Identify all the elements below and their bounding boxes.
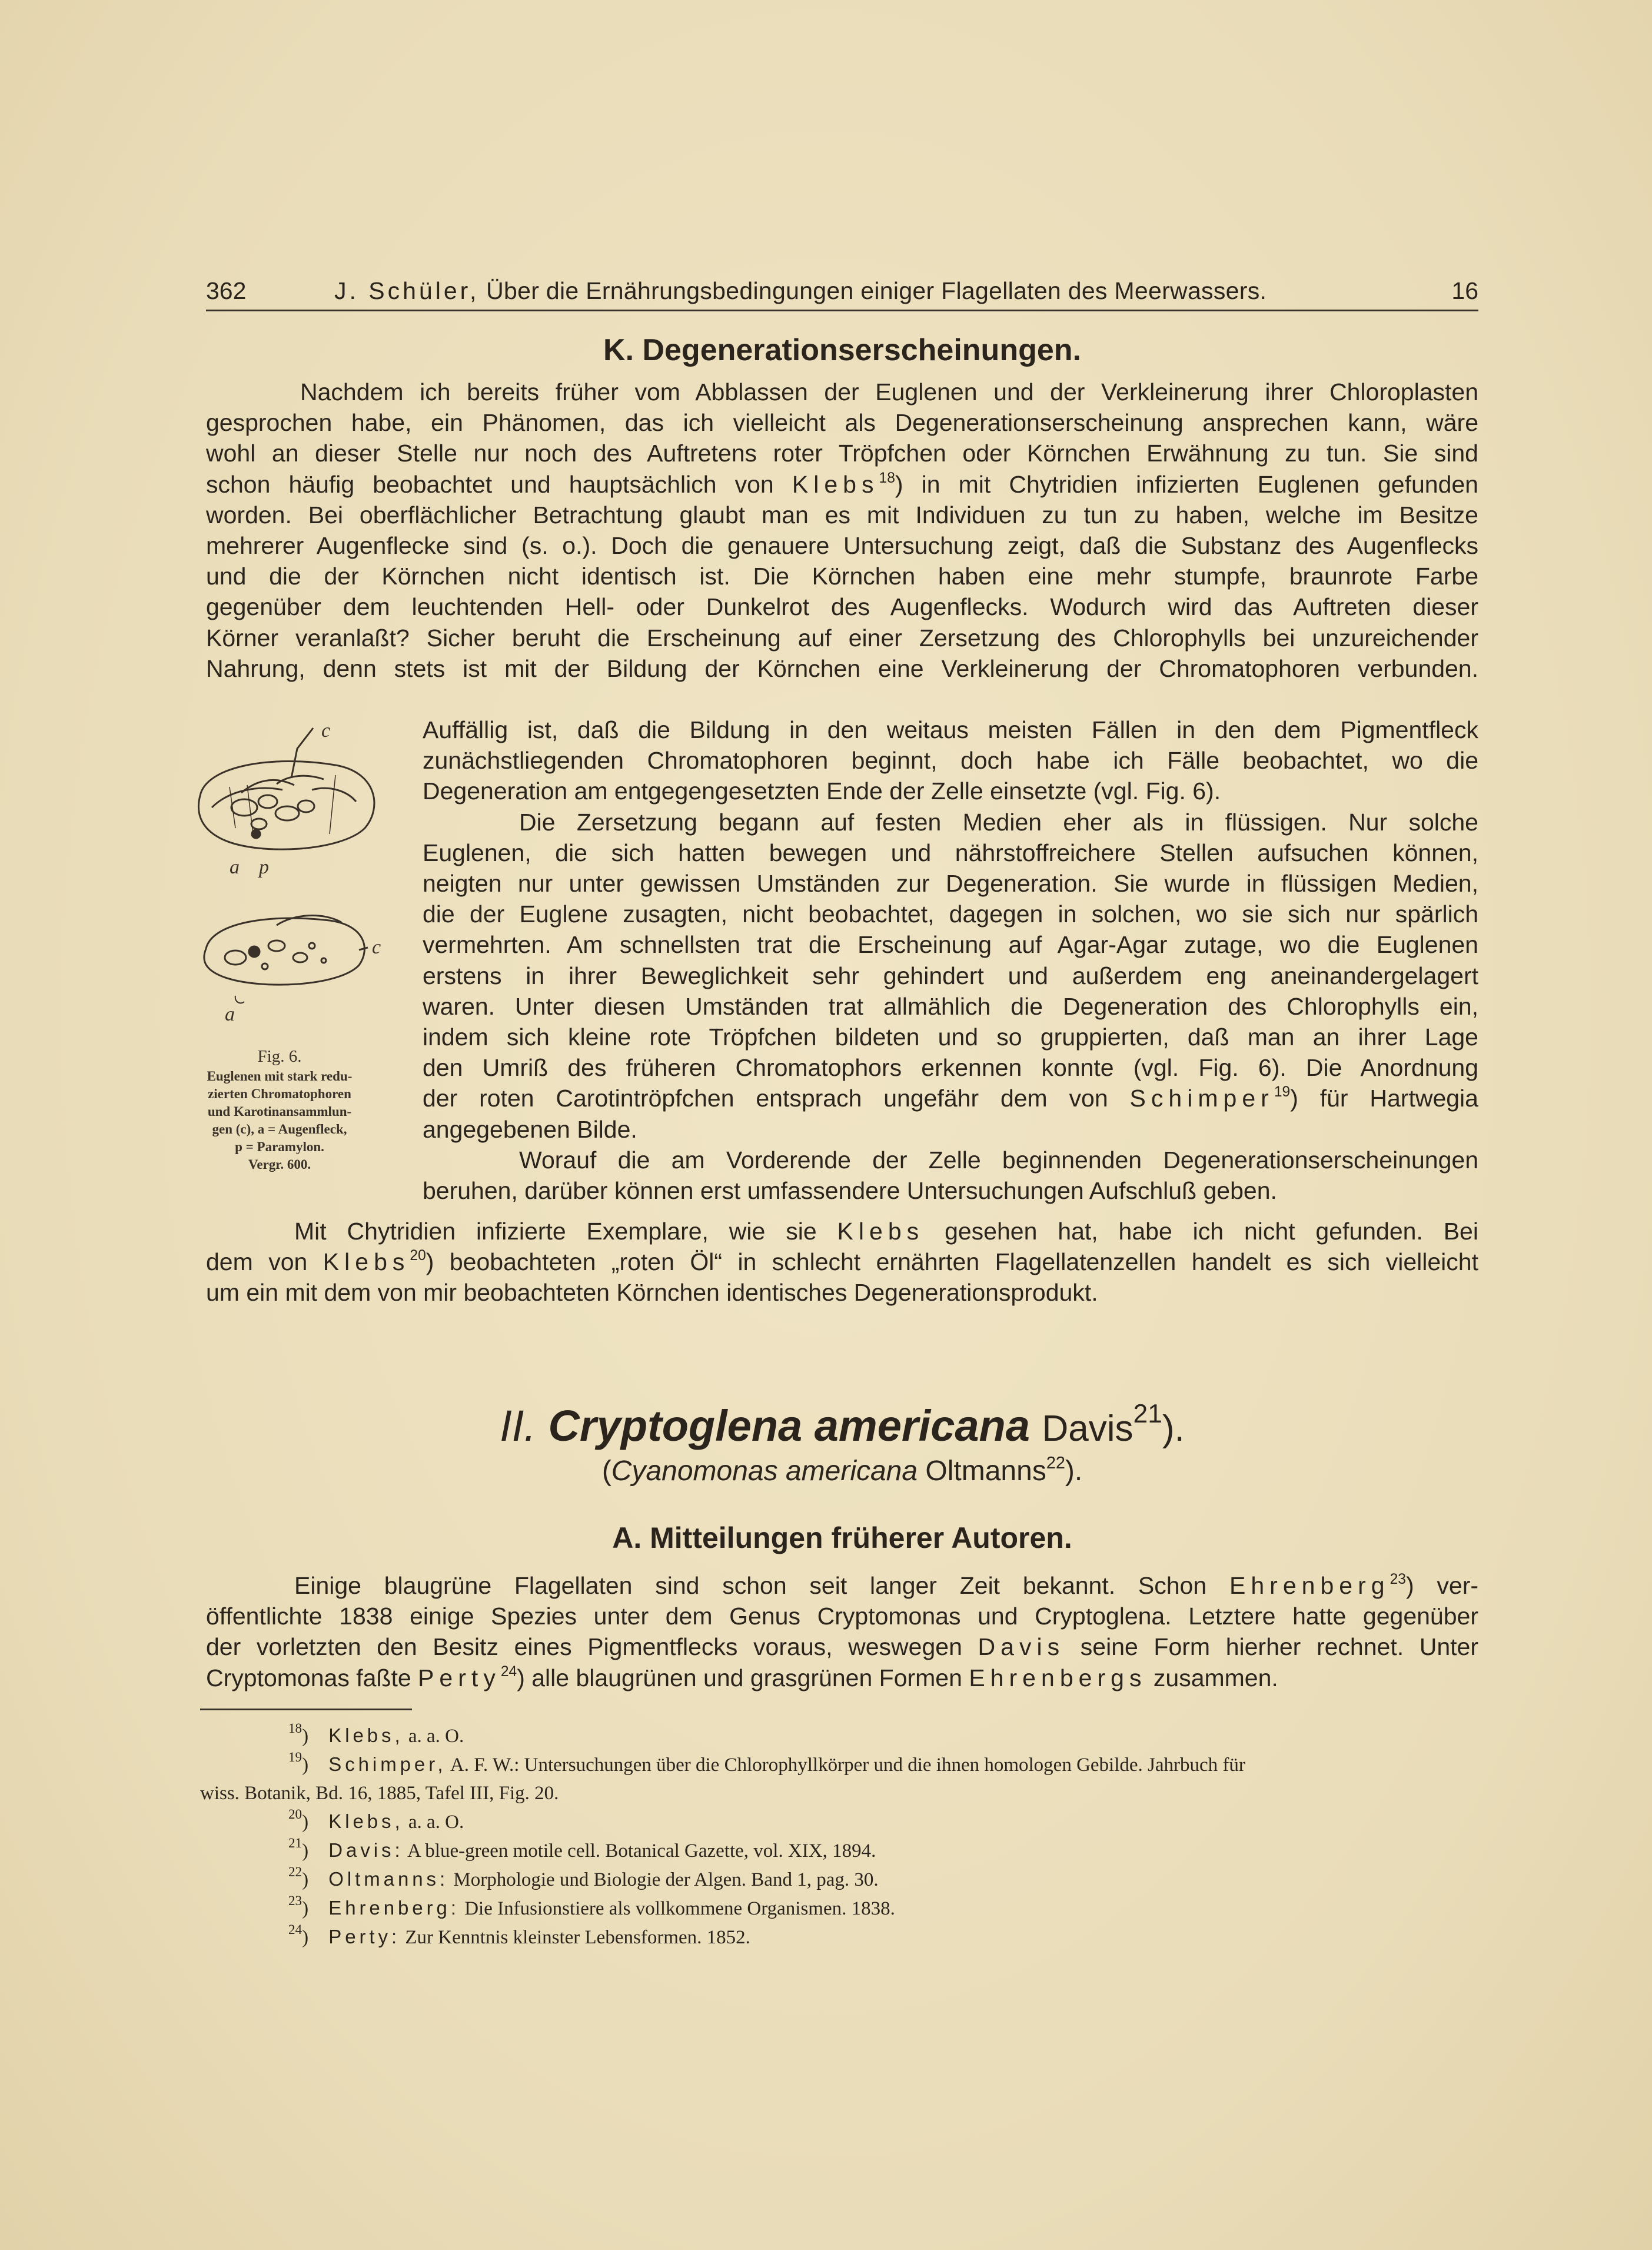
text-run: seine Form hierher rechnet. Unter (1080, 1633, 1478, 1661)
header-title: Über die Ernährungsbedingungen einiger Flagellaten des Meerwassers. (486, 277, 1267, 304)
text-line (206, 1631, 1478, 1662)
section-subtitle-synonym (206, 1453, 1478, 1490)
footnote-text: A. F. W.: Untersuchungen über die Chlorophyllkörper und die ihnen homologen Gebilde. Jahrbuch für (450, 1754, 1245, 1776)
footnote-number: 22 (288, 1863, 303, 1879)
text-line: angegebenen Bilde. (423, 1115, 637, 1143)
text-line: beruhen, darüber können erst umfassendere Untersuchungen Aufschluß geben. (423, 1177, 1277, 1205)
footnote-number: 23 (288, 1892, 303, 1908)
text-run: der roten Carotintröpfchen entsprach ungefähr dem von (423, 1085, 1108, 1112)
text-line: erstens in ihrer Beweglichkeit sehr gehindert und außerdem eng aneinandergelagert (423, 962, 1478, 989)
footnote-ref: 20 (410, 1247, 426, 1264)
text-run: dem von (206, 1248, 308, 1276)
cell-upper-outline (198, 761, 374, 849)
text-line: indem sich kleine rote Tröpfchen bildeten und so gruppierten, daß man an ihrer Lage (423, 1023, 1478, 1051)
footnote-number: 21 (288, 1834, 303, 1850)
synonym-species: Cyanomonas americana (611, 1455, 918, 1487)
footnote-ref: 24 (500, 1663, 517, 1680)
text-line (423, 1083, 1478, 1114)
author-name-schimper: Schimper (1129, 1085, 1274, 1112)
text-line: Körner veranlaßt? Sicher beruht die Erscheinung auf einer Zersetzung des Chlorophylls bei unzureichender (206, 624, 1478, 652)
text-line: den Umriß des früheren Chromatophors erkennen konnte (vgl. Fig. 6). Die Anordnung (423, 1054, 1478, 1082)
text-line (206, 1570, 1478, 1601)
author-name-klebs: Klebs (837, 1218, 925, 1245)
page-number-right: 16 (1451, 277, 1478, 304)
text-line (206, 1247, 1478, 1277)
figure-label-p: p (259, 856, 269, 878)
footnote-author: Ehrenberg: (328, 1897, 460, 1919)
text-line: Nachdem ich bereits früher vom Abblassen der Euglenen und der Verkleinerung ihrer Chloroplasten (300, 378, 1478, 406)
footnote-number-wrap: $^{18}$) (288, 1720, 309, 1747)
page-number-left: 362 (206, 277, 247, 304)
footnote-21 (200, 1836, 1465, 1865)
footnote-number-wrap: $^{22}$) (288, 1863, 309, 1890)
footnote-text: Zur Kenntnis kleinster Lebensformen. 1852. (405, 1927, 750, 1948)
footnote-ref: 18 (879, 470, 895, 486)
footnote-author: Perty: (328, 1926, 401, 1947)
footnote-text: Die Infusionstiere als vollkommene Organismen. 1838. (464, 1898, 895, 1919)
footnote-20 (200, 1807, 1465, 1836)
text-run: ) ver- (1405, 1572, 1479, 1599)
footnote-author: Oltmanns: (328, 1868, 449, 1890)
text-run: der vorletzten den Besitz eines Pigmentflecks voraus, weswegen (206, 1633, 962, 1661)
footnote-text: A blue-green motile cell. Botanical Gazette, vol. XIX, 1894. (407, 1840, 876, 1862)
footnote-ref: 19 (1274, 1084, 1291, 1101)
species-author: Davis (1042, 1408, 1134, 1449)
footnote-number-wrap: $^{24}$) (288, 1921, 309, 1948)
figure-label-a-bottom: a (225, 1003, 235, 1025)
footnote-19-continuation: wiss. Botanik, Bd. 16, 1885, Tafel III, Fig. 20. (200, 1783, 559, 1804)
running-header (206, 272, 1478, 311)
section-number: II. (500, 1401, 536, 1450)
species-name: Cryptoglena americana (548, 1401, 1030, 1450)
caption-line: Euglenen mit stark redu- (207, 1069, 353, 1084)
footnote-18 (200, 1721, 1465, 1750)
footnote-text: a. a. O. (408, 1726, 464, 1747)
text-line (206, 469, 1478, 500)
figure-label-c-bottom: c (372, 936, 381, 958)
text-line: öffentlichte 1838 einige Spezies unter dem Genus Cryptomonas und Cryptoglena. Letztere hatte gegenüber (206, 1603, 1478, 1630)
caption-line: gen (c), a = Augenfleck, (212, 1122, 347, 1136)
footnote-number: 20 (288, 1806, 303, 1822)
footnote-ref: 23 (1390, 1571, 1406, 1587)
footnote-number-wrap: $^{23}$) (288, 1892, 309, 1919)
figure-label-c-top: c (321, 720, 331, 742)
footnote-author: Schimper, (328, 1753, 447, 1775)
paragraph-klebs-chytridien (206, 1216, 1478, 1308)
footnote-author: Davis: (328, 1839, 404, 1861)
footnote-19 (200, 1750, 1465, 1779)
footnote-23 (200, 1894, 1465, 1923)
text-line: Nahrung, denn stets ist mit der Bildung der Körnchen eine Verkleinerung der Chromatophoren verbunden. (206, 654, 1478, 682)
footnote-rule (200, 1709, 412, 1710)
paragraph-degeneration-intro (206, 377, 1478, 684)
text-run: gesehen hat, habe ich nicht gefunden. Bei (945, 1218, 1478, 1245)
text-line: waren. Unter diesen Umständen trat allmählich die Degeneration des Chlorophylls ein, (423, 992, 1478, 1020)
text-run: ) beobachteten „roten Öl“ in schlecht ernährten Flagellatenzellen handelt es sich vielleicht (426, 1248, 1478, 1276)
text-line: zunächstliegenden Chromatophoren beginnt, doch habe ich Fälle beobachtet, wo die (423, 747, 1478, 775)
section-heading-k: K. Degenerationserscheinungen. (603, 333, 1081, 367)
footnote-number-wrap: $^{19}$) (288, 1749, 309, 1776)
text-line: wohl an dieser Stelle nur noch des Auftretens roter Tröpfchen oder Körnchen Erwähnung zu tun. Sie sind (206, 440, 1478, 467)
caption-line: Vergr. 600. (248, 1157, 311, 1172)
text-run: Mit Chytridien infizierte Exemplare, wie sie (294, 1218, 817, 1245)
synonym-author: Oltmanns (925, 1455, 1046, 1487)
text-line: Degeneration am entgegengesetzten Ende der Zelle einsetzte (vgl. Fig. 6). (423, 777, 1221, 805)
author-name-perty: Perty (418, 1664, 501, 1691)
header-author: J. Schüler, (334, 277, 480, 304)
author-name-ehrenbergs: Ehrenbergs (969, 1664, 1147, 1691)
figure-6-drawing (188, 719, 400, 1049)
text-line: worden. Bei oberflächlicher Betrachtung glaubt man es mit Individuen zu tun zu haben, welche im Besitze (206, 501, 1478, 529)
text-line: neigten nur unter gewissen Umständen zur Degeneration. Sie wurde in flüssigen Medien, (423, 870, 1478, 898)
author-name-klebs: Klebs (792, 470, 879, 498)
caption-line: p = Paramylon. (235, 1139, 324, 1154)
author-name-ehrenberg: Ehrenberg (1229, 1572, 1390, 1599)
text-line: die der Euglene zusagten, nicht beobachtet, dagegen in solchen, wo sie sich nur spärlich (423, 900, 1478, 928)
footnote-text: Morphologie und Biologie der Algen. Band 1, pag. 30. (453, 1869, 879, 1890)
text-run: Cryptomonas faßte (206, 1664, 411, 1691)
footnote-22 (200, 1865, 1465, 1894)
text-run: Einige blaugrüne Flagellaten sind schon seit langer Zeit bekannt. Schon (294, 1572, 1207, 1599)
text-run: ) alle blaugrünen und grasgrünen Formen (517, 1664, 962, 1691)
text-line: Auffällig ist, daß die Bildung in den weitaus meisten Fällen in den dem Pigmentfleck (423, 716, 1478, 743)
footnote-ref: 21 (1133, 1399, 1162, 1428)
text-line (206, 1216, 1478, 1247)
footnote-text: a. a. O. (408, 1812, 464, 1833)
footnote-number-wrap: $^{20}$) (288, 1806, 309, 1833)
text-line: und die der Körnchen nicht identisch ist. Die Körnchen haben eine mehr stumpfe, braunrote Farbe (206, 563, 1478, 590)
text-line: Die Zersetzung begann auf festen Medien eher als in flüssigen. Nur solche (519, 808, 1478, 836)
text-run: schon häufig beobachtet und hauptsächlich von (206, 470, 774, 498)
footnote-24 (200, 1923, 1465, 1952)
footnote-number-wrap: $^{21}$) (288, 1834, 309, 1862)
text-line: um ein mit dem von mir beobachteten Körnchen identisches Degenerationsprodukt. (206, 1279, 1098, 1307)
syn-open: ( (601, 1455, 611, 1487)
footnote-number: 18 (288, 1720, 303, 1736)
text-line (206, 1663, 1478, 1693)
footnote-author: Klebs, (328, 1810, 404, 1832)
footnote-author: Klebs, (328, 1724, 404, 1746)
text-line: Worauf die am Vorderende der Zelle beginnenden Degenerationserscheinungen (519, 1146, 1478, 1174)
syn-close: ). (1065, 1455, 1083, 1487)
paragraph-earlier-authors (206, 1570, 1478, 1693)
footnote-number: 19 (288, 1749, 303, 1764)
title-closing: ). (1162, 1408, 1185, 1449)
author-name-klebs: Klebs (323, 1248, 410, 1276)
text-run: zusammen. (1153, 1664, 1278, 1691)
caption-line: zierten Chromatophoren (208, 1086, 351, 1101)
section-title-cryptoglena (206, 1400, 1478, 1455)
figure-label-a: a (230, 856, 240, 878)
footnote-ref: 22 (1046, 1453, 1065, 1473)
caption-line: und Karotinansammlun- (207, 1104, 352, 1119)
paragraph-figure-column (423, 714, 1478, 1206)
text-line: gesprochen habe, ein Phänomen, das ich vielleicht als Degenerationserscheinung ansprechen kann, wäre (206, 409, 1478, 437)
text-line: gegenüber dem leuchtenden Hell- oder Dunkelrot des Augenflecks. Wodurch wird das Auftreten dieser (206, 593, 1478, 621)
text-run: ) für Hartwegia (1290, 1085, 1478, 1112)
running-title (334, 272, 1267, 310)
footnotes (200, 1721, 1465, 1952)
figure-6-caption (188, 1048, 371, 1174)
text-run: ) in mit Chytridien infizierten Euglenen gefunden (895, 470, 1478, 498)
text-line: vermehrten. Am schnellsten trat die Erscheinung auf Agar-Agar zutage, wo die Euglenen (423, 931, 1478, 959)
footnote-number: 24 (288, 1921, 303, 1937)
text-line: mehrerer Augenflecke sind (s. o.). Doch die genauere Untersuchung zeigt, daß die Substanz des Augenflecks (206, 532, 1478, 560)
subheading-a: A. Mitteilungen früherer Autoren. (612, 1521, 1072, 1554)
figure-title: Fig. 6. (257, 1047, 302, 1066)
author-name-davis: Davis (978, 1633, 1065, 1661)
text-line: Euglenen, die sich hatten bewegen und nährstoffreichere Stellen aufsuchen können, (423, 839, 1478, 866)
